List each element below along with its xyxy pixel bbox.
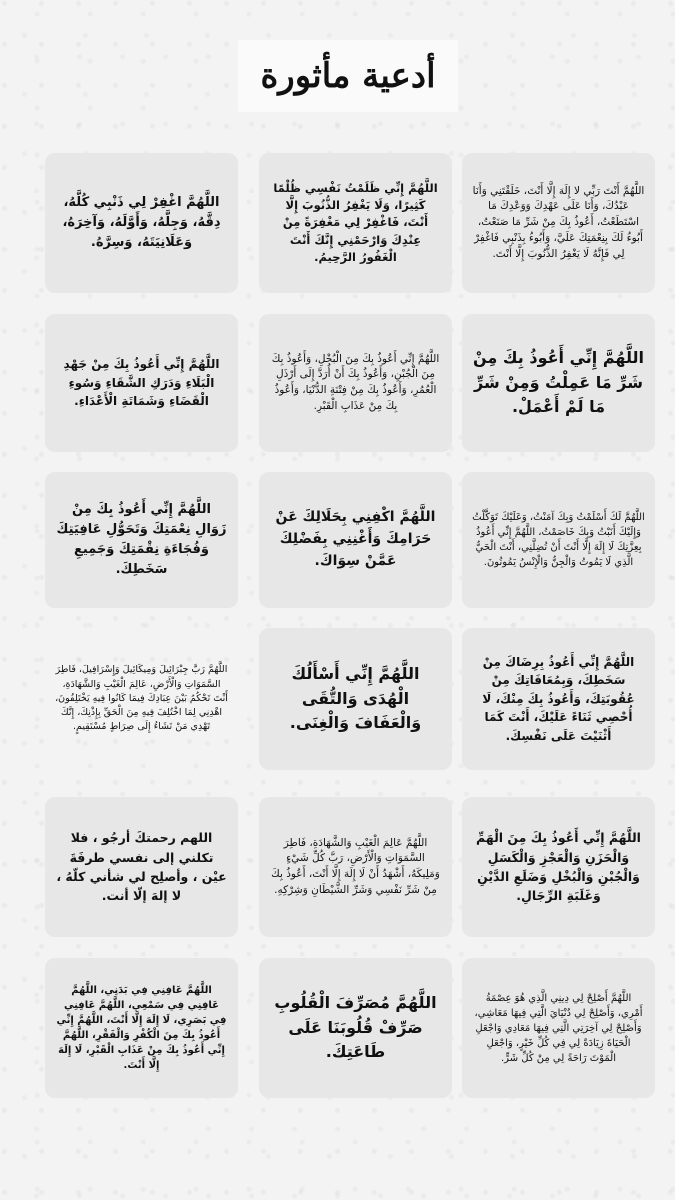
- dua-text: اللَّهُمَّ إِنِّي ظَلَمْتُ نَفْسِي ظُلْمًا كَثِيرًا، وَلَا يَغْفِرُ الذُّنُوبَ إِلَّا أَنْتَ، فَاغْفِرْ لِي مَغْفِرَةً مِنْ عِنْدِكَ وَارْحَمْنِي إِنَّكَ أَنْتَ الْغَفُورُ الرَّحِيمُ.: [273, 180, 438, 264]
- dua-text: اللَّهُمَّ عَافِنِي فِي بَدَنِي، اللَّهُمَّ عَافِنِي فِي سَمْعِي، اللَّهُمَّ عَافِنِي فِي بَصَرِي، لَا إِلَهَ إِلَّا أَنْتَ، اللَّهُمَّ إِنِّي أَعُوذُ بِكَ مِنَ الْكُفْرِ وَالْفَقْرِ، اللَّهُمَّ إِنِّي أَعُوذُ بِكَ مِنْ عَذَابِ الْقَبْرِ، لَا إِلَهَ إِلَّا أَنْتَ.: [56, 985, 227, 1071]
- dua-text: اللَّهُمَّ إِنِّي أَعُوذُ بِرِضَاكَ مِنْ سَخَطِكَ، وَبِمُعَافَاتِكَ مِنْ عُقُوبَتِكَ، وَأَعُوذُ بِكَ مِنْكَ، لَا أُحْصِي ثَنَاءً عَلَيْكَ، أَنْتَ كَمَا أَثْنَيْتَ عَلَى نَفْسِكَ.: [482, 654, 635, 743]
- dua-card-11: [259, 628, 452, 770]
- dua-text: اللَّهُمَّ رَبَّ جِبْرَائِيلَ وَمِيكَائِيلَ وَإِسْرَافِيلَ، فَاطِرَ السَّمَوَاتِ وَالْأَرْضِ، عَالِمَ الْغَيْبِ وَالشَّهَادَةِ، أَنْتَ تَحْكُمُ بَيْنَ عِبَادِكَ فِيمَا كَانُوا فِيهِ يَخْتَلِفُونَ، اهْدِنِي لِمَا اخْتُلِفَ فِيهِ مِنَ الْحَقِّ بِإِذْنِكَ، إِنَّكَ تَهْدِي مَنْ تَشَاءُ إِلَى صِرَاطٍ مُسْتَقِيمٍ.: [55, 664, 228, 733]
- dua-text: اللَّهُمَّ أَصْلِحْ لِي دِينِي الَّذِي هُوَ عِصْمَةُ أَمْرِي، وَأَصْلِحْ لِي دُنْيَايَ الَّتِي فِيهَا مَعَاشِي، وَأَصْلِحْ لِي آخِرَتِي الَّتِي فِيهَا مَعَادِي وَاجْعَلِ الْحَيَاةَ زِيَادَةً لِي فِي كُلِّ خَيْرٍ، وَاجْعَلِ الْمَوْتَ رَاحَةً لِي مِنْ كُلِّ شَرٍّ.: [474, 992, 643, 1064]
- dua-text: اللَّهُمَّ لَكَ أَسْلَمْتُ وَبِكَ آمَنْتُ، وَعَلَيْكَ تَوَكَّلْتُ وَإِلَيْكَ أَنَبْتُ وَبِكَ خَاصَمْتُ، اللَّهُمَّ إِنِّي أَعُوذُ بِعِزَّتِكَ لَا إِلَهَ إِلَّا أَنْتَ أَنْ تُضِلَّنِي، أَنْتَ الْحَيُّ الَّذِي لَا يَمُوتُ وَالْجِنُّ وَالْإِنْسُ يَمُوتُونَ.: [472, 512, 645, 568]
- dua-card-15: [45, 797, 238, 937]
- page-title: أدعية مأثورة: [260, 56, 436, 96]
- dua-card-14: [259, 797, 452, 937]
- dua-card-4: [462, 314, 655, 452]
- dua-card-5: [259, 314, 452, 452]
- dua-card-6: [45, 314, 238, 452]
- dua-card-18: [45, 958, 238, 1098]
- dua-card-16: [462, 958, 655, 1098]
- dua-text: اللَّهُمَّ اكْفِنِي بِحَلَالِكَ عَنْ حَرَامِكَ وَأَغْنِنِي بِفَضْلِكَ عَمَّنْ سِوَاكَ.: [275, 509, 436, 569]
- dua-text: اللَّهُمَّ إِنِّي أَعُوذُ بِكَ مِنْ جَهْدِ الْبَلَاءِ وَدَرَكِ الشَّقَاءِ وَسُوءِ الْقَضَاءِ وَشَمَاتَةِ الْأَعْدَاءِ.: [63, 357, 220, 409]
- dua-text: اللَّهُمَّ أَنْتَ رَبِّي لا إِلَهَ إِلَّا أَنْتَ، خَلَقْتَنِي وَأَنَا عَبْدُكَ، وَأَنَا عَلَى عَهْدِكَ وَوَعْدِكَ مَا اسْتَطَعْتُ، أَعُوذُ بِكَ مِنْ شَرِّ مَا صَنَعْتُ، أَبُوءُ لَكَ بِنِعْمَتِكَ عَلَيَّ، وَأَبُوءُ بِذَنْبِي فَاغْفِرْ لِي فَإِنَّهُ لَا يَغْفِرُ الذُّنُوبَ إِلَّا أَنْتَ.: [472, 184, 645, 260]
- dua-card-9: [45, 472, 238, 608]
- dua-text: اللَّهُمَّ إِنِّي أَعُوذُ بِكَ مِنْ شَرِّ مَا عَمِلْتُ وَمِنْ شَرِّ مَا لَمْ أَعْمَلْ.: [473, 347, 644, 417]
- dua-text: اللَّهُمَّ إِنِّي أَعُوذُ بِكَ مِنْ زَوَالِ نِعْمَتِكَ وَتَحَوُّلِ عَافِيَتِكَ وَفُجَاءَةِ نِقْمَتِكَ وَجَمِيعِ سَخَطِكَ.: [56, 501, 227, 578]
- dua-text: اللَّهُمَّ إِنِّي أَعُوذُ بِكَ مِنَ الْبُخْلِ، وَأَعُوذُ بِكَ مِنَ الْجُبْنِ، وَأَعُوذُ بِكَ أَنْ أُرَدَّ إِلَى أَرْذَلِ الْعُمُرِ، وَأَعُوذُ بِكَ مِنْ فِتْنَةِ الدُّنْيَا، وَأَعُوذُ بِكَ مِنْ عَذَابِ الْقَبْرِ.: [271, 352, 440, 412]
- dua-text: اللَّهُمَّ إِنِّي أَسْأَلُكَ الْهُدَى وَالتُّقَى وَالْعَفَافَ وَالْغِنَى.: [289, 663, 422, 733]
- dua-card-10: [462, 628, 655, 770]
- dua-card-13: [462, 797, 655, 937]
- dua-text: اللهم رحمتكَ أرجُو ، فلا تكلني إلى نفسي طرفَةَ عيْن ، وأصلِح لي شأني كلّهُ ، لا إلهَ إلّا أنت.: [56, 830, 227, 904]
- dua-card-17: [259, 958, 452, 1098]
- dua-text: اللَّهُمَّ مُصَرِّفَ الْقُلُوبِ صَرِّفْ قُلُوبَنَا عَلَى طَاعَتِكَ.: [274, 992, 437, 1062]
- dua-card-3: [45, 153, 238, 293]
- dua-text: اللَّهُمَّ عَالِمَ الْغَيْبِ وَالشَّهَادَةِ، فَاطِرَ السَّمَوَاتِ وَالْأَرْضِ، رَبَّ كُلِّ شَيْءٍ وَمَلِيكَهُ، أَشْهَدُ أَنْ لَا إِلَهَ إِلَّا أَنْتَ، أَعُوذُ بِكَ مِنْ شَرِّ نَفْسِي وَشَرِّ الشَّيْطَانِ وَشِرْكِهِ.: [271, 836, 440, 896]
- dua-card-12: [45, 628, 238, 770]
- dua-card-2: [259, 153, 452, 293]
- dua-text: اللَّهُمَّ اغْفِرْ لِي ذَنْبِي كُلَّهُ، دِقَّهُ، وَجِلَّهُ، وَأَوَّلَهُ، وَآخِرَهُ، وَعَلَانِيَتَهُ، وَسِرَّهُ.: [62, 194, 221, 251]
- dua-card-8: [259, 472, 452, 608]
- dua-text: اللَّهُمَّ إِنِّي أَعُوذُ بِكَ مِنَ الْهَمِّ وَالْحَزَنِ وَالْعَجْزِ وَالْكَسَلِ وَالْجُبْنِ وَالْبُخْلِ وَضَلَعِ الدَّيْنِ وَغَلَبَةِ الرِّجَالِ.: [476, 830, 641, 904]
- dua-card-7: [462, 472, 655, 608]
- dua-card-1: [462, 153, 655, 293]
